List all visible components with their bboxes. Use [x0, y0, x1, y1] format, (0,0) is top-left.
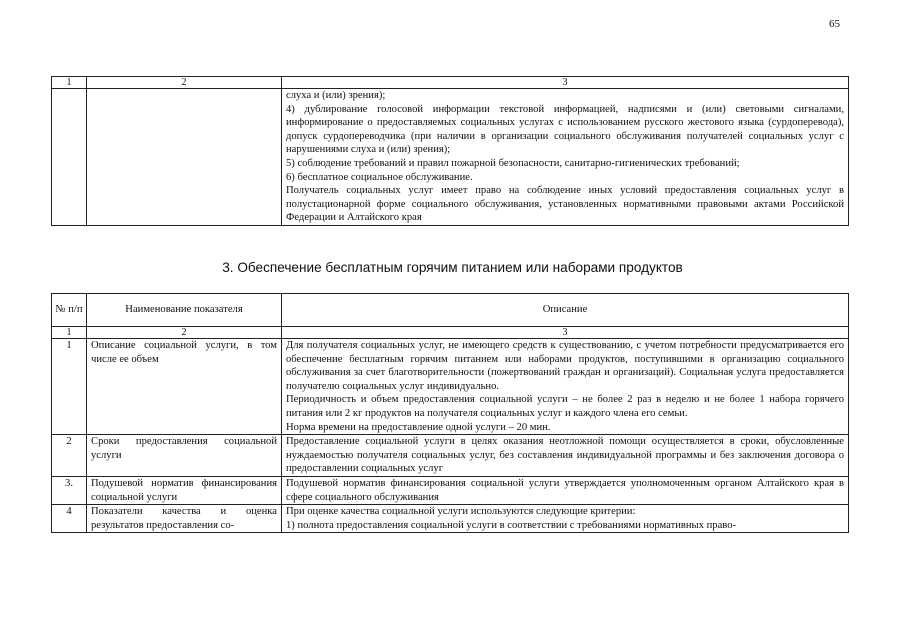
- row-number: 1: [52, 339, 87, 435]
- description-line: При оценке качества социальной услуги используются следующие критерии:: [286, 506, 636, 518]
- row-name: Описание социальной услуги, в том числе ее объем: [87, 339, 282, 435]
- description-line: Подушевой норматив финансирования социальной услуги утверждается уполномоченным органом Алтайского края в сфере социального обслуживания: [286, 477, 844, 503]
- service-table: [51, 293, 849, 533]
- column-number: 3: [282, 327, 849, 339]
- table-row: [52, 89, 849, 226]
- header-number: № п/п: [52, 294, 87, 327]
- description-line: слуха и (или) зрения);: [286, 90, 386, 101]
- description-line: Периодичность и объем предоставления социальной услуги – не более 2 раз в неделю и не более 1 набора горячего питания или 2 кг продуктов на получателя социальных услуг и каждого члена его семьи.: [286, 394, 844, 419]
- header-name: Наименование показателя: [87, 294, 282, 327]
- row-description: [282, 505, 849, 533]
- row-name: Показатели качества и оценка результатов предоставления со-: [87, 505, 282, 533]
- column-number: 2: [87, 77, 282, 89]
- description-line: Норма времени на предоставление одной услуги – 20 мин.: [286, 421, 551, 433]
- column-number: 2: [87, 327, 282, 339]
- column-number: 1: [52, 327, 87, 339]
- page-number: 65: [829, 18, 840, 30]
- description-line: Получатель социальных услуг имеет право на соблюдение иных условий предоставления социальных услуг в полустационарной форме социального обслуживания, установленных нормативными правовыми актами Российской Федерации и Алтайского края: [286, 185, 844, 224]
- column-number-row: [52, 77, 849, 89]
- row-number: 3.: [52, 476, 87, 504]
- header-description: Описание: [282, 294, 849, 327]
- row-description: [282, 89, 849, 226]
- table-row: [52, 435, 849, 477]
- row-number: [52, 89, 87, 226]
- row-description: [282, 476, 849, 504]
- description-line: 4) дублирование голосовой информации текстовой информацией, надписями и (или) световыми сигналами, информирование о предоставляемых социальных услугах с использованием русского жестового языка (сурдоперевода), допуск сурдопереводчика (при наличии в организации социального обслуживания получателей социальных услуг с нарушениями слуха и (или) зрения);: [286, 103, 844, 156]
- table-row: [52, 339, 849, 435]
- description-line: 5) соблюдение требований и правил пожарной безопасности, санитарно-гигиенических требований;: [286, 157, 740, 169]
- column-number: 1: [52, 77, 87, 89]
- row-number: 2: [52, 435, 87, 477]
- description-line: Предоставление социальной услуги в целях оказания неотложной помощи осуществляется в сроки, обусловленные нуждаемостью получателя социальных услуг, без составления индивидуальной программы и без заключения договора о предоставлении социальных услуг: [286, 436, 844, 475]
- section-heading: 3. Обеспечение бесплатным горячим питанием или наборами продуктов: [222, 260, 683, 275]
- table-row: [52, 505, 849, 533]
- row-description: [282, 435, 849, 477]
- description-line: Для получателя социальных услуг, не имеющего средств к существованию, с учетом потребности предусматривается его обеспечение бесплатным горячим питанием или наборами продуктов, поступившими в организацию социального обслуживания за счет благотворительности (пожертвований граждан и организаций). Социальная услуга предоставляется получателю социальных услуг индивидуально.: [286, 340, 844, 392]
- table-row: [52, 476, 849, 504]
- column-number: 3: [282, 77, 849, 89]
- continuation-table: [51, 76, 849, 226]
- row-number: 4: [52, 505, 87, 533]
- column-number-row: [52, 327, 849, 339]
- table-header-row: [52, 294, 849, 327]
- description-line: 6) бесплатное социальное обслуживание.: [286, 171, 473, 183]
- description-line: 1) полнота предоставления социальной услуги в соответствии с требованиями нормативных право-: [286, 519, 737, 531]
- row-name: Подушевой норматив финансирования социальной услуги: [87, 476, 282, 504]
- row-name: Сроки предоставления социальной услуги: [87, 435, 282, 477]
- row-name: [87, 89, 282, 226]
- row-description: [282, 339, 849, 435]
